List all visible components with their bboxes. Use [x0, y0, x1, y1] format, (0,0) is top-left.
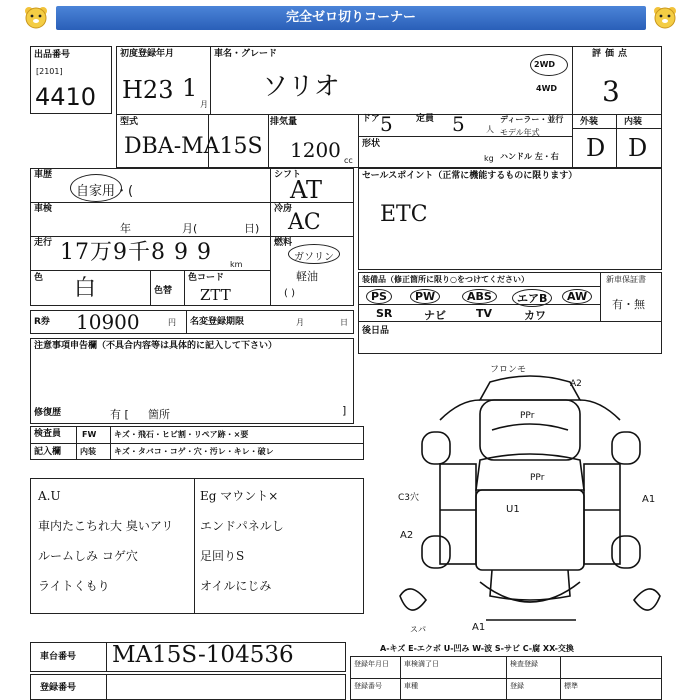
equipment-label: 装備品（修正箇所に限り○をつけてください） — [362, 275, 529, 284]
inspection-label: 車検 — [34, 204, 53, 214]
registration-detail-label: 登録年月日 — [354, 660, 389, 668]
name-change-label: 名変登録期限 — [190, 317, 245, 327]
diagram-ppr-note: PPr — [520, 411, 535, 421]
drive-2wd: 2WD — [534, 60, 556, 69]
diagram-a1-bottom-note: A1 — [472, 622, 486, 633]
registration-detail-label: 車種 — [404, 682, 418, 690]
sales-point-label: セールスポイント（正常に機能するものに限ります） — [362, 171, 578, 181]
interior-label: 内装 — [624, 117, 643, 127]
fuel-gasoline: ガソリン — [294, 252, 334, 263]
registration-number-row — [30, 674, 346, 700]
diagram-a1-note: A1 — [642, 494, 656, 505]
equipment-item: カワ — [524, 309, 546, 322]
shape-label: 形状 — [362, 139, 381, 149]
registration-month-unit: 月 — [200, 100, 208, 109]
registration-detail-label: 標準 — [564, 682, 578, 690]
rating-value: 3 — [602, 75, 620, 108]
diagram-a2-top-note: A2 — [570, 379, 582, 389]
equipment-item: PW — [410, 289, 440, 304]
lot-label: 出品番号 — [34, 50, 71, 60]
color-code-label: 色コード — [188, 273, 225, 283]
drive-4wd: 4WD — [536, 84, 558, 93]
exterior-value: D — [586, 134, 606, 162]
capacity-label: 定員 — [416, 114, 435, 124]
notes-label: 注意事項申告欄（不具合内容等は具体的に記入して下さい） — [34, 341, 278, 351]
equipment-item: エアB — [512, 289, 552, 307]
aircon-value: AC — [288, 210, 321, 235]
inspector-fw: FW — [82, 430, 97, 439]
registration-era-year: H23 — [122, 76, 174, 104]
drive-selector — [528, 52, 570, 100]
chassis-value: MA15S-104536 — [112, 642, 294, 668]
usage-value: 自家用・( — [76, 184, 134, 199]
registration-detail-label: 車検満了日 — [404, 660, 439, 668]
model-name-value: ソリオ — [262, 72, 340, 102]
capacity-unit: 人 — [486, 125, 494, 134]
color-label: 色 — [34, 273, 44, 283]
diagram-ppr2-note: PPr — [530, 473, 545, 483]
registration-number-label: 登録番号 — [40, 683, 77, 693]
mileage-value: 17万9千8 9 9 — [60, 240, 212, 265]
diagram-front-note: フロンモ — [490, 365, 527, 375]
new-car-warranty-value: 有・無 — [612, 298, 645, 311]
inspector-entry-label: 記入欄 — [34, 447, 62, 457]
inspection-year: 年 — [120, 222, 131, 235]
diagram-c3-note: C3穴 — [398, 493, 420, 503]
model-year-label: モデル年式 — [500, 128, 540, 137]
displacement-unit: cc — [344, 156, 353, 165]
remarks-box — [30, 478, 364, 614]
bear-mascot-left-icon — [22, 4, 50, 32]
displacement-value: 1200 — [290, 138, 341, 162]
recycle-label: R券 — [34, 317, 50, 327]
color-code-value: ZTT — [200, 286, 231, 304]
repair-label: 修復歴 — [34, 408, 62, 418]
sales-point-value: ETC — [380, 202, 428, 227]
remark-line: 車内たこちれ大 臭いアリ — [38, 519, 174, 533]
diagram-a2-left-note: A2 — [400, 530, 414, 541]
rating-label: 評価点 — [592, 49, 632, 59]
displacement-label: 排気量 — [270, 117, 298, 127]
equipment-item: PS — [366, 289, 392, 304]
inspection-month: 月( — [182, 222, 198, 235]
doors-value: 5 — [380, 112, 393, 136]
remark-line: ライトくもり — [38, 579, 110, 593]
color-trim-label: 色替 — [154, 286, 173, 296]
fuel-paren: ( ) — [284, 288, 295, 299]
registration-detail-label: 登録 — [510, 682, 524, 690]
car-damage-diagram — [380, 360, 680, 640]
equipment-item: ABS — [462, 289, 497, 304]
registration-detail-label: 検査登録 — [510, 660, 538, 668]
bear-mascot-right-icon — [651, 4, 679, 32]
mileage-unit: km — [230, 260, 243, 269]
remark-line: 足回りS — [200, 549, 245, 563]
remark-line: A.U — [38, 489, 61, 503]
registration-label: 初度登録年月 — [120, 49, 175, 59]
mileage-label: 走行 — [34, 238, 53, 248]
new-car-warranty-label: 新車保証書 — [606, 275, 646, 284]
exterior-label: 外装 — [580, 117, 599, 127]
shift-label: シフト — [274, 170, 302, 180]
remark-line: エンドパネルし — [200, 519, 284, 533]
doors-label: ドア — [362, 114, 380, 124]
recycle-value: 10900 — [76, 310, 140, 334]
capacity-value: 5 — [452, 112, 465, 136]
repair-unit: 箇所 — [148, 408, 170, 421]
inspection-day: 日) — [244, 222, 260, 235]
inspector-interior-items: キズ・タバコ・コゲ・穴・汚レ・キレ・破レ — [114, 447, 274, 456]
type-label: 型式 — [120, 117, 139, 127]
later-registration-box — [358, 322, 662, 354]
lot-box — [30, 46, 112, 114]
registration-detail-label: 登録番号 — [354, 682, 382, 690]
remark-line: Eg マウント× — [200, 489, 279, 503]
chassis-label: 車台番号 — [40, 652, 77, 662]
usage-circle-icon — [70, 174, 122, 202]
equipment-item: TV — [476, 307, 493, 320]
fuel-gasoline-circle-icon — [288, 244, 340, 264]
remark-line: オイルにじみ — [200, 579, 272, 593]
usage-label: 車歴 — [34, 170, 53, 180]
drive-2wd-circle-icon — [530, 54, 568, 76]
shift-value: AT — [290, 176, 323, 204]
registration-month: 1 — [182, 74, 198, 102]
model-name-label: 車名・グレード — [214, 49, 278, 59]
dealer-label: ディーラー・並行 — [500, 115, 564, 124]
diagram-u1-note: U1 — [506, 504, 520, 515]
aircon-label: 冷房 — [274, 204, 293, 214]
weight-unit: kg — [484, 154, 494, 163]
color-value: 白 — [74, 276, 97, 301]
diagram-rear-note: スパ — [410, 625, 426, 634]
recycle-unit: 円 — [168, 318, 176, 327]
equipment-item: SR — [376, 307, 393, 320]
inspector-fw-items: キズ・飛石・ヒビ割・リペア跡・×要 — [114, 430, 249, 439]
type-value: DBA-MA15S — [124, 134, 263, 159]
equipment-item: ナビ — [424, 309, 446, 322]
later-registration-label: 後日品 — [362, 326, 390, 336]
fuel-label: 燃料 — [274, 238, 293, 248]
lot-code: [2101] — [36, 67, 63, 76]
inspector-interior-tag: 内装 — [80, 447, 96, 456]
lot-number: 4410 — [35, 83, 97, 111]
legend-row: A-キズ E-エクボ U-凹み W-波 S-サビ C-腐 XX-交換 — [380, 644, 574, 653]
interior-value: D — [628, 134, 648, 162]
page-banner: 完全ゼロ切りコーナー — [56, 6, 646, 30]
remark-line: ルームしみ コゲ穴 — [38, 549, 138, 563]
inspector-label: 検査員 — [34, 429, 62, 439]
name-change-day: 日 — [340, 318, 348, 327]
repair-value: 有 [ — [110, 408, 129, 421]
handle-label: ハンドル 左・右 — [500, 152, 559, 161]
fuel-diesel: 軽油 — [296, 270, 318, 283]
name-change-month: 月 — [296, 318, 304, 327]
equipment-item: AW — [562, 289, 592, 304]
